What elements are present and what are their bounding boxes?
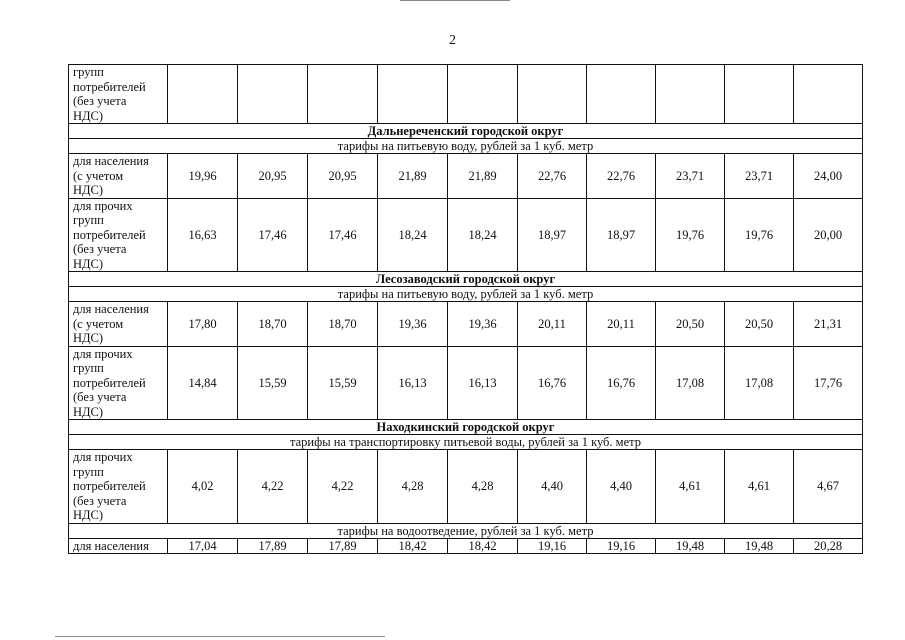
tariff-value-cell: 20,00 [794,198,863,272]
district-name: Лесозаводский городской округ [69,272,863,287]
tariff-value-cell: 16,63 [168,198,238,272]
tariff-value-cell: 17,89 [238,538,308,554]
label-line: (с учетом [73,316,124,331]
tariff-value-cell: 22,76 [587,154,656,199]
tariff-value-cell: 19,76 [656,198,725,272]
label-line: НДС) [73,404,104,419]
tariff-value-cell: 18,97 [587,198,656,272]
tariff-value-cell: 21,89 [448,154,518,199]
label-line: (с учетом [73,168,124,183]
tariff-value-cell: 4,22 [308,450,378,524]
consumer-group-label [69,65,168,124]
consumer-group-label [69,450,168,524]
scan-edge-mark [55,636,385,637]
tariff-value-cell: 18,70 [308,302,378,347]
tariff-value-cell: 19,76 [725,198,794,272]
consumer-group-label [69,154,168,199]
tariff-description: тарифы на питьевую воду, рублей за 1 куб. метр [69,139,863,154]
district-name: Дальнереченский городской округ [69,124,863,139]
tariff-value-cell: 22,76 [518,154,587,199]
tariff-value-cell: 14,84 [168,346,238,420]
tariff-value-cell: 17,76 [794,346,863,420]
tariff-value-cell: 17,89 [308,538,378,554]
tariff-value-cell: 19,36 [448,302,518,347]
tariff-subheader-row [69,435,863,450]
tariff-value-cell: 4,22 [238,450,308,524]
tariff-subheader-row [69,523,863,538]
tariff-value-cell: 19,16 [518,538,587,554]
tariff-value-cell [725,65,794,124]
label-line: групп [73,464,104,479]
tariff-value-cell: 21,31 [794,302,863,347]
tariff-value-cell: 4,40 [518,450,587,524]
tariff-value-cell: 18,42 [378,538,448,554]
tariff-value-cell: 20,11 [587,302,656,347]
district-header-row [69,272,863,287]
tariff-value-cell: 19,96 [168,154,238,199]
tariff-value-cell: 20,28 [794,538,863,554]
tariff-value-cell: 20,11 [518,302,587,347]
district-name: Находкинский городской округ [69,420,863,435]
label-line: для населения [73,302,149,316]
tariff-value-cell [518,65,587,124]
tariff-value-cell: 4,61 [656,450,725,524]
tariff-value-cell: 4,61 [725,450,794,524]
tariff-value-cell: 19,16 [587,538,656,554]
tariff-value-cell: 18,24 [448,198,518,272]
tariff-value-cell: 18,42 [448,538,518,554]
tariff-value-cell: 19,48 [725,538,794,554]
district-header-row [69,420,863,435]
label-line: для прочих [73,346,133,361]
tariff-value-cell: 19,48 [656,538,725,554]
tariff-subheader-row [69,139,863,154]
tariff-value-cell: 4,67 [794,450,863,524]
table-row [69,154,863,199]
tariff-value-cell: 4,28 [448,450,518,524]
label-line: для населения [73,538,149,553]
label-line: групп [73,361,104,375]
tariff-value-cell: 21,89 [378,154,448,199]
consumer-group-label [69,346,168,420]
tariff-value-cell: 4,40 [587,450,656,524]
tariff-value-cell [587,65,656,124]
tariff-value-cell [168,65,238,124]
tariff-value-cell: 4,02 [168,450,238,524]
consumer-group-label [69,198,168,272]
tariff-value-cell: 23,71 [725,154,794,199]
table-row [69,198,863,272]
tariff-value-cell: 20,95 [238,154,308,199]
tariff-description: тарифы на транспортировку питьевой воды, рублей за 1 куб. метр [69,435,863,450]
label-line: (без учета [73,94,127,108]
label-line: НДС) [73,108,104,123]
tariff-value-cell [656,65,725,124]
tariff-value-cell: 20,50 [656,302,725,347]
tariff-value-cell: 17,46 [238,198,308,272]
label-line: групп [73,213,104,227]
consumer-group-label [69,538,168,554]
tariff-value-cell: 15,59 [238,346,308,420]
tariff-value-cell: 17,04 [168,538,238,554]
tariff-value-cell: 20,95 [308,154,378,199]
tariff-value-cell: 18,24 [378,198,448,272]
tariff-description: тарифы на водоотведение, рублей за 1 куб. метр [69,523,863,538]
tariff-value-cell: 23,71 [656,154,725,199]
tariff-value-cell: 19,36 [378,302,448,347]
tariff-table [68,64,863,554]
tariff-value-cell [448,65,518,124]
tariff-value-cell [378,65,448,124]
label-line: (без учета [73,493,127,508]
district-header-row [69,124,863,139]
tariff-value-cell: 16,13 [378,346,448,420]
table-row [69,302,863,347]
table-row [69,538,863,554]
label-line: потребителей [73,375,146,390]
tariff-subheader-row [69,287,863,302]
tariff-value-cell: 17,46 [308,198,378,272]
tariff-value-cell: 17,08 [725,346,794,420]
tariff-value-cell: 16,76 [587,346,656,420]
table-row [69,450,863,524]
tariff-value-cell: 15,59 [308,346,378,420]
scan-edge-mark [400,0,510,1]
tariff-value-cell [308,65,378,124]
label-line: для прочих [73,450,133,464]
tariff-value-cell: 16,76 [518,346,587,420]
label-line: (без учета [73,242,127,256]
tariff-value-cell [238,65,308,124]
table-row [69,346,863,420]
table-row [69,65,863,124]
label-line: для населения [73,154,149,168]
consumer-group-label [69,302,168,347]
label-line: НДС) [73,331,104,345]
label-line: потребителей [73,79,146,94]
label-line: для прочих [73,198,133,213]
tariff-value-cell: 17,08 [656,346,725,420]
page-number: 2 [449,33,456,48]
label-line: НДС) [73,183,104,197]
label-line: НДС) [73,256,104,271]
label-line: групп [73,65,104,79]
tariff-value-cell: 4,28 [378,450,448,524]
tariff-value-cell: 18,97 [518,198,587,272]
label-line: (без учета [73,390,127,404]
label-line: потребителей [73,227,146,242]
label-line: НДС) [73,508,104,522]
tariff-value-cell: 20,50 [725,302,794,347]
tariff-value-cell: 18,70 [238,302,308,347]
tariff-value-cell: 16,13 [448,346,518,420]
tariff-value-cell: 24,00 [794,154,863,199]
label-line: потребителей [73,479,146,493]
tariff-value-cell: 17,80 [168,302,238,347]
tariff-value-cell [794,65,863,124]
tariff-description: тарифы на питьевую воду, рублей за 1 куб. метр [69,287,863,302]
